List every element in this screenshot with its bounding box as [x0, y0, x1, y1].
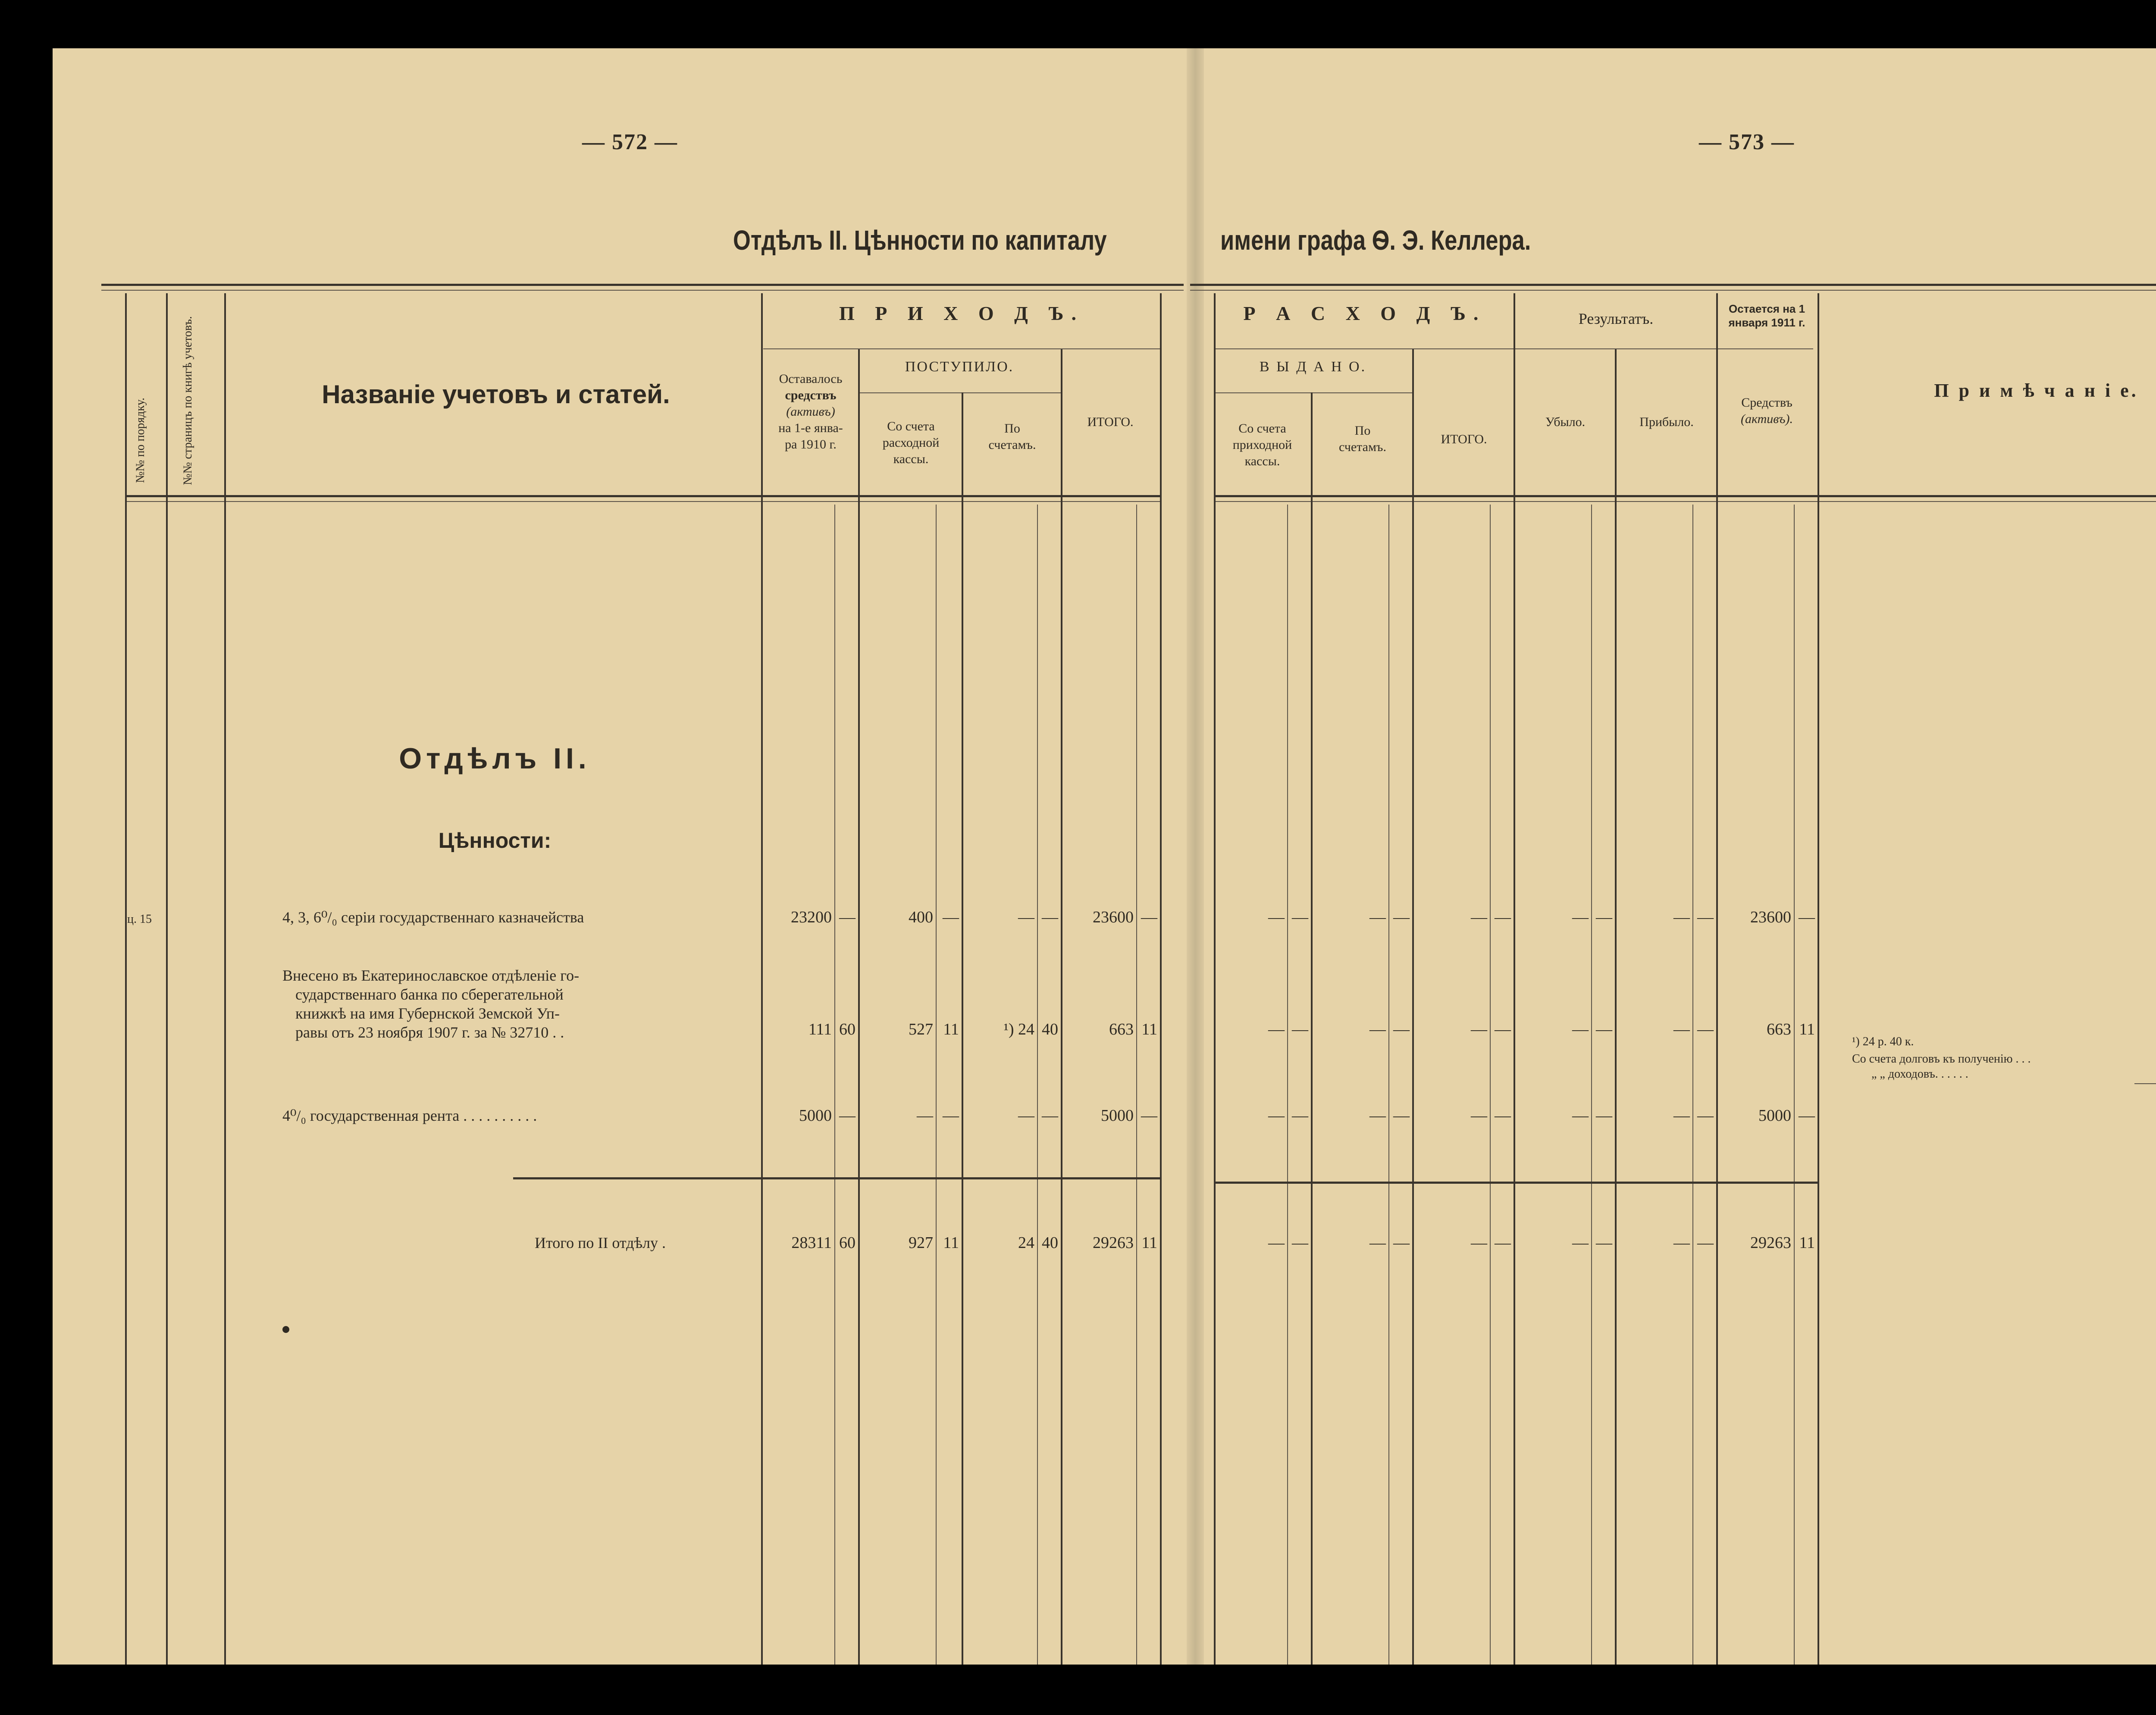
- row-name: 4⁰/₀ государственная рента . . . . . . . . . .: [282, 1107, 537, 1124]
- header-ubylo: Убыло.: [1545, 415, 1586, 429]
- rule-header-left: [125, 495, 1160, 497]
- row-name: Внесено въ Екатеринославское отдѣленіе го- сударственнаго банка по сберегательной книжкѣ на имя Губернской Земской Уп- равы отъ 23 ноября 1907 г. за № 32710 . .: [282, 967, 580, 1041]
- amount-kopecks: —: [1495, 1107, 1511, 1125]
- total-rule-left: [513, 1177, 1160, 1179]
- amount-rubles: —: [1018, 1107, 1034, 1125]
- header-by-accounts: По счетамъ.: [988, 421, 1036, 452]
- amount-kopecks: 11: [1799, 1234, 1815, 1252]
- rule-vydano-sub: [1214, 392, 1412, 393]
- amount-kopecks: —: [1799, 908, 1815, 926]
- amount-kopecks: —: [1596, 1234, 1612, 1252]
- amount-kopecks: 11: [1141, 1020, 1157, 1038]
- amount-kopecks: —: [943, 908, 959, 926]
- section-subtitle: Цѣнности:: [438, 828, 552, 853]
- header-from-expense-cash: Со счета расходной кассы.: [882, 419, 940, 466]
- rule-top-left-thin: [101, 290, 1184, 291]
- rule-top-right-thin: [1190, 290, 2156, 291]
- amount-rubles: —: [1369, 908, 1386, 926]
- amount-rubles: —: [1471, 1020, 1487, 1038]
- amount-kopecks: —: [1697, 1107, 1714, 1125]
- header-itogo: ИТОГО.: [1087, 415, 1134, 429]
- rule-header-right-thin: [1214, 501, 2156, 502]
- amount-kopecks: —: [1596, 908, 1612, 926]
- section-title: Отдѣлъ II.: [399, 742, 591, 775]
- amount-kopecks: —: [1042, 1107, 1058, 1125]
- header-vydano: В Ы Д А Н О.: [1259, 359, 1367, 375]
- amount-rubles: —: [1268, 1020, 1285, 1038]
- amount-kopecks: 11: [1799, 1020, 1815, 1038]
- amount-kopecks: 11: [943, 1020, 959, 1038]
- amount-rubles: —: [917, 1107, 933, 1125]
- amount-rubles: —: [1369, 1107, 1386, 1125]
- amount-rubles: 663: [1109, 1020, 1134, 1038]
- header-prihod: П Р И Х О Д Ъ.: [839, 302, 1084, 324]
- rule-header-right: [1214, 495, 2156, 497]
- header-book-pages: №№ страницъ по книгѣ учетовъ.: [181, 316, 194, 485]
- amount-rubles: 23600: [1750, 908, 1791, 926]
- amount-rubles: —: [1268, 1234, 1285, 1252]
- total-label: Итого по II отдѣлу .: [535, 1234, 666, 1251]
- amount-kopecks: —: [1799, 1107, 1815, 1125]
- amount-kopecks: —: [1393, 1234, 1410, 1252]
- amount-kopecks: —: [1697, 1020, 1714, 1038]
- rule-result-sub: [1718, 348, 1813, 349]
- amount-kopecks: —: [1495, 1020, 1511, 1038]
- amount-kopecks: —: [839, 1107, 856, 1125]
- amount-rubles: 29263: [1750, 1234, 1791, 1252]
- footnote-line: „ „ доходовъ. . . . . .: [1871, 1067, 1968, 1081]
- amount-rubles: —: [1673, 908, 1690, 926]
- amount-rubles: —: [1572, 1107, 1589, 1125]
- header-remains-1911: Остается на 1 января 1911 г.: [1728, 302, 1805, 329]
- header-result: Результатъ.: [1578, 310, 1654, 327]
- footnote-rule: [2134, 1083, 2156, 1084]
- amount-kopecks: —: [1042, 908, 1058, 926]
- amount-rubles: 24: [1018, 1234, 1034, 1252]
- amount-rubles: —: [1471, 1234, 1487, 1252]
- rule-prihod-sub: [763, 348, 1160, 349]
- header-primechanie: П р и м ѣ ч а н і е.: [1934, 380, 2139, 401]
- page-number-right: — 573 —: [1699, 130, 1795, 154]
- amount-kopecks: —: [1596, 1107, 1612, 1125]
- total-rule-right: [1214, 1182, 1818, 1184]
- header-postupilo: ПОСТУПИЛО.: [905, 359, 1014, 375]
- amount-rubles: 5000: [1101, 1107, 1134, 1125]
- page-number-left: — 572 —: [582, 130, 678, 154]
- amount-rubles: 5000: [1758, 1107, 1791, 1125]
- header-pribylo: Прибыло.: [1639, 415, 1694, 429]
- amount-rubles: —: [1572, 1234, 1589, 1252]
- header-rashod: Р А С Х О Д Ъ.: [1243, 302, 1486, 324]
- amount-kopecks: 60: [839, 1234, 856, 1252]
- footnote-line: Со счета долговъ къ полученію . . .: [1852, 1052, 2031, 1066]
- amount-kopecks: —: [1292, 1020, 1308, 1038]
- page-title-right: имени графа Ѳ. Э. Келлера.: [1220, 225, 1531, 256]
- amount-rubles: —: [1572, 1020, 1589, 1038]
- amount-kopecks: —: [1141, 1107, 1157, 1125]
- amount-kopecks: —: [839, 908, 856, 926]
- amount-rubles: —: [1673, 1107, 1690, 1125]
- amount-rubles: —: [1268, 1107, 1285, 1125]
- amount-rubles: 527: [909, 1020, 933, 1038]
- amount-rubles: —: [1018, 908, 1034, 926]
- amount-kopecks: —: [943, 1107, 959, 1125]
- amount-rubles: —: [1369, 1234, 1386, 1252]
- amount-rubles: —: [1673, 1020, 1690, 1038]
- row-name: 4, 3, 6⁰/₀ серіи государственнаго казначейства: [282, 909, 584, 926]
- amount-rubles: 927: [909, 1234, 933, 1252]
- amount-kopecks: 60: [839, 1020, 856, 1038]
- amount-rubles: 5000: [799, 1107, 832, 1125]
- rule-top-left: [101, 284, 1184, 286]
- amount-kopecks: —: [1495, 908, 1511, 926]
- document-page: [53, 48, 2156, 1665]
- amount-kopecks: —: [1393, 908, 1410, 926]
- amount-rubles: 663: [1767, 1020, 1791, 1038]
- amount-rubles: 23600: [1093, 908, 1134, 926]
- amount-rubles: —: [1369, 1020, 1386, 1038]
- ink-dot: [282, 1326, 289, 1333]
- amount-rubles: —: [1268, 908, 1285, 926]
- amount-kopecks: 40: [1042, 1020, 1058, 1038]
- amount-kopecks: —: [1697, 908, 1714, 926]
- header-order-number: №№ по порядку.: [134, 398, 147, 483]
- amount-rubles: 111: [808, 1020, 832, 1038]
- amount-rubles: 29263: [1093, 1234, 1134, 1252]
- amount-kopecks: —: [1292, 1107, 1308, 1125]
- amount-kopecks: 40: [1042, 1234, 1058, 1252]
- amount-rubles: —: [1471, 1107, 1487, 1125]
- amount-kopecks: —: [1292, 908, 1308, 926]
- amount-rubles: —: [1673, 1234, 1690, 1252]
- amount-kopecks: 11: [943, 1234, 959, 1252]
- amount-kopecks: —: [1393, 1107, 1410, 1125]
- amount-kopecks: —: [1141, 908, 1157, 926]
- amount-rubles: 28311: [791, 1234, 832, 1252]
- rule-header-left-thin: [125, 501, 1160, 502]
- amount-rubles: —: [1572, 908, 1589, 926]
- header-sredstv: Средствъ (активъ).: [1741, 395, 1793, 426]
- amount-kopecks: 11: [1141, 1234, 1157, 1252]
- header-name-column: Названіе учетовъ и статей.: [322, 380, 670, 409]
- header-remained: Оставалось средствъ (активъ) на 1-е янва- ра 1910 г.: [778, 372, 843, 451]
- amount-kopecks: —: [1495, 1234, 1511, 1252]
- amount-kopecks: —: [1596, 1020, 1612, 1038]
- header-from-income-cash: Со счета приходной кассы.: [1232, 421, 1292, 468]
- amount-kopecks: —: [1697, 1234, 1714, 1252]
- amount-kopecks: —: [1292, 1234, 1308, 1252]
- amount-rubles: 400: [909, 908, 933, 926]
- header-rashod-itogo: ИТОГО.: [1441, 432, 1487, 446]
- amount-rubles: —: [1471, 908, 1487, 926]
- amount-rubles: ¹) 24: [1003, 1020, 1034, 1038]
- amount-kopecks: —: [1393, 1020, 1410, 1038]
- footnote-mark: ¹) 24 р. 40 к.: [1852, 1035, 1914, 1048]
- header-rashod-by-accounts: По счетамъ.: [1339, 423, 1386, 454]
- amount-rubles: 23200: [791, 908, 832, 926]
- row-order-mark: ц. 15: [127, 912, 152, 926]
- rule-postupilo-sub: [858, 392, 1061, 393]
- page-title-left: Отдѣлъ II. Цѣнности по капиталу: [733, 225, 1107, 256]
- rule-top-right: [1190, 284, 2156, 286]
